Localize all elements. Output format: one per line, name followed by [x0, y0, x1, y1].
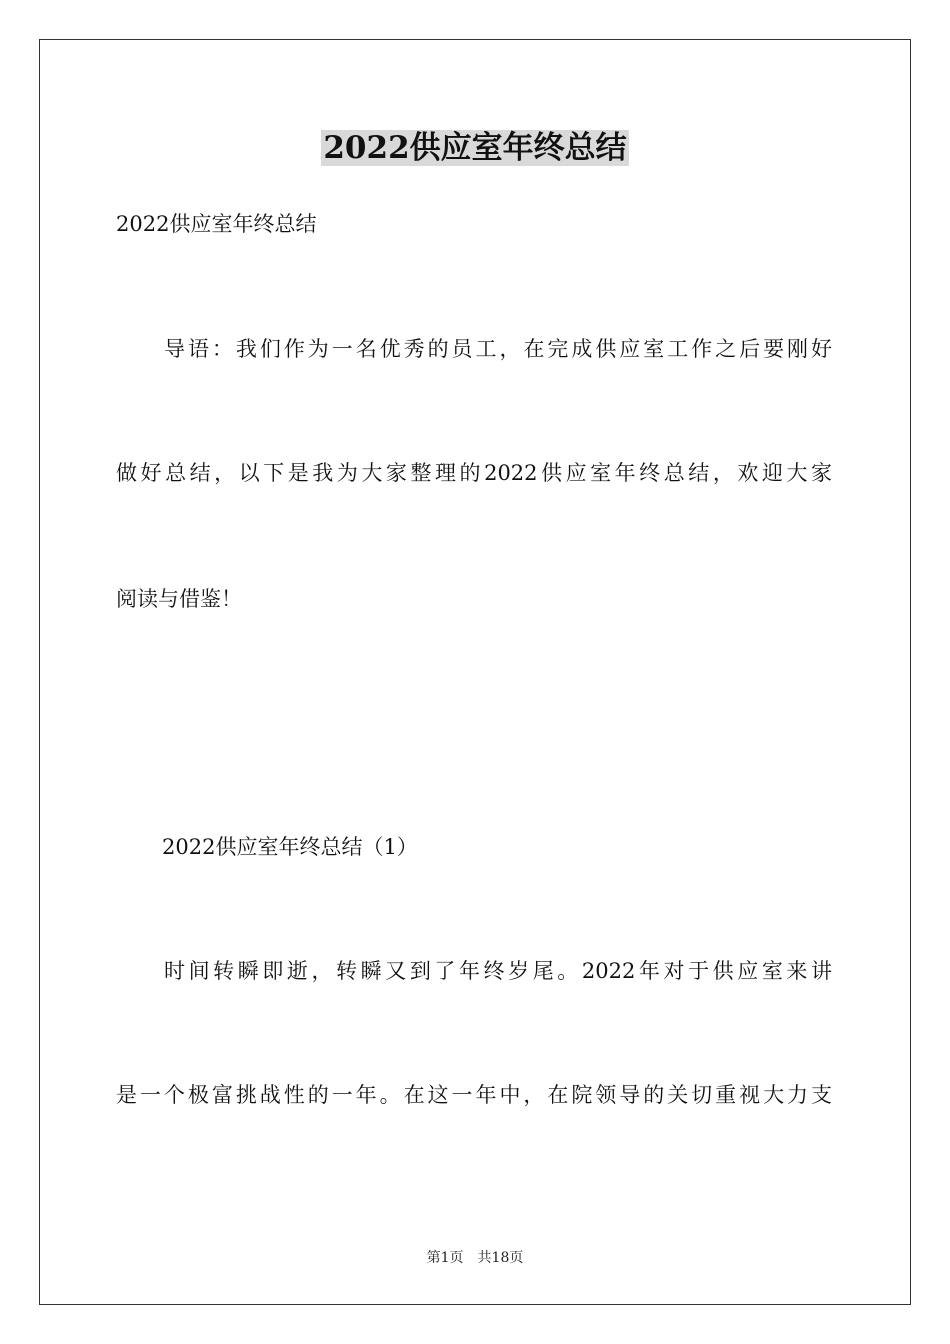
- intro-line-1: 导语：我们作为一名优秀的员工，在完成供应室工作之后要刚好: [164, 337, 832, 361]
- page-number: 第1页: [426, 1250, 464, 1266]
- document-title-text: 2022供应室年终总结: [323, 130, 627, 166]
- page-total: 共18页: [477, 1250, 524, 1266]
- intro-line-3: 阅读与借鉴！: [116, 587, 242, 611]
- section-heading: 2022供应室年终总结（1）: [162, 835, 418, 859]
- document-subtitle: 2022供应室年终总结: [116, 212, 317, 236]
- intro-line-2: 做好总结，以下是我为大家整理的2022供应室年终总结，欢迎大家: [116, 461, 832, 485]
- body-line-2: 是一个极富挑战性的一年。在这一年中，在院领导的关切重视大力支: [116, 1083, 832, 1107]
- page-footer: [0, 1248, 950, 1268]
- document-title: [0, 126, 950, 170]
- body-line-1: 时间转瞬即逝，转瞬又到了年终岁尾。2022年对于供应室来讲: [164, 959, 832, 983]
